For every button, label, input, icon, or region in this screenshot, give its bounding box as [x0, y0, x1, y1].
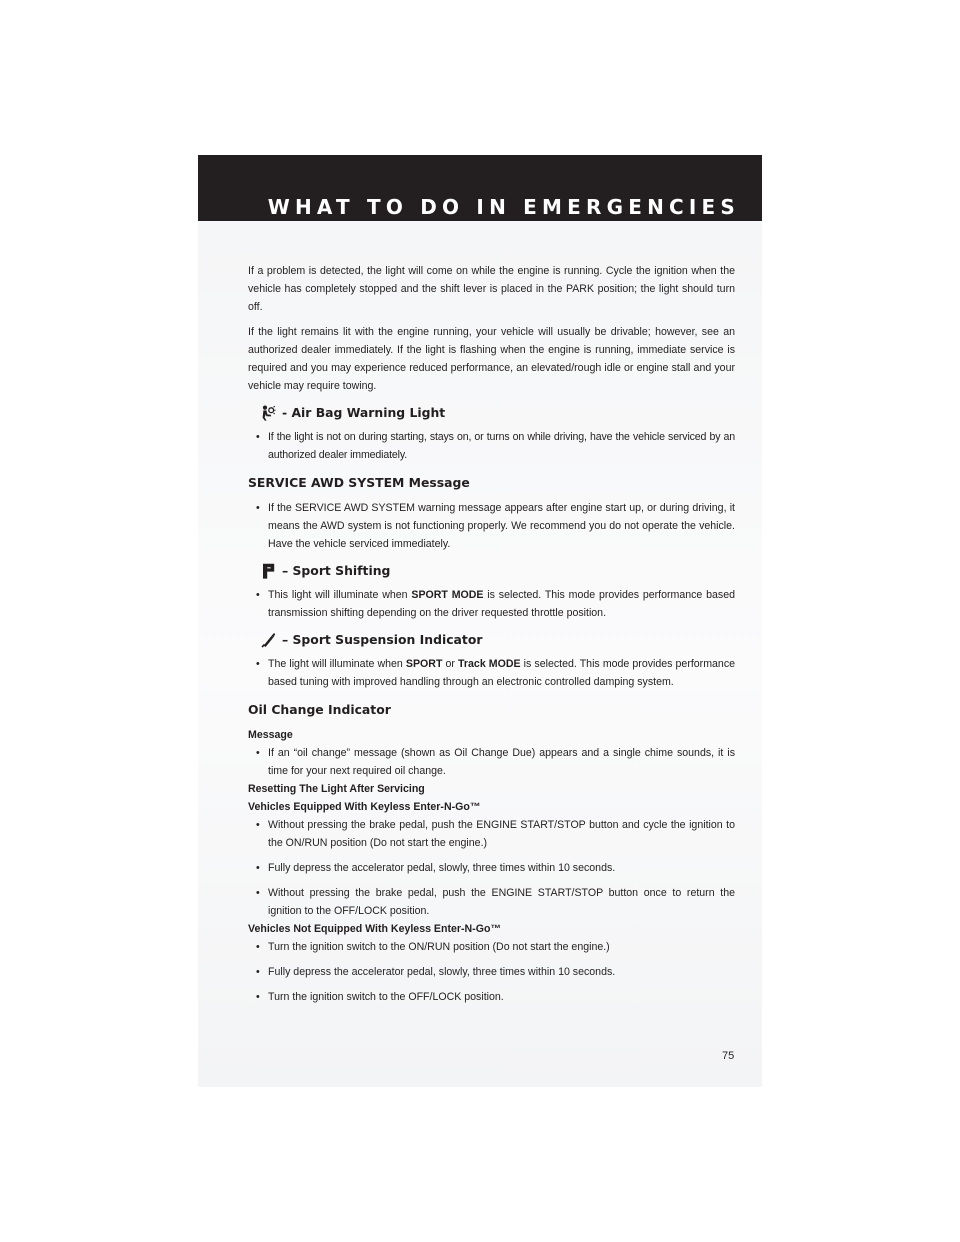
- keyless-step: • Without pressing the brake pedal, push the ENGINE START/STOP button and cycle the ignition to the ON/RUN position (Do not start the engine.): [248, 816, 735, 852]
- intro-paragraph-1: If a problem is detected, the light will come on while the engine is running. Cycle the ignition when the vehicle has completely stopped and the shift lever is placed in the PARK position; the light should turn off.: [248, 265, 735, 313]
- sport-suspension-heading: [248, 631, 735, 649]
- keyless-label: Vehicles Equipped With Keyless Enter-N-Go™: [248, 801, 481, 813]
- keyless-step: • Fully depress the accelerator pedal, slowly, three times within 10 seconds.: [248, 859, 735, 877]
- track-mode-term: Track MODE: [458, 658, 521, 670]
- sport-suspension-heading-text: – Sport Suspension Indicator: [282, 632, 483, 647]
- section-banner: [198, 155, 762, 221]
- sport-shifting-heading: [248, 562, 735, 580]
- awd-bullet: • If the SERVICE AWD SYSTEM warning message appears after engine start up, or during driving, it means the AWD system is not functioning properly. We recommend you do not operate the vehicle. Have the vehicle serviced immediately.: [248, 499, 735, 553]
- non-keyless-label: Vehicles Not Equipped With Keyless Enter-N-Go™: [248, 923, 502, 935]
- airbag-bullet: • If the light is not on during starting, stays on, or turns on while driving, have the vehicle serviced by an authorized dealer immediately.: [248, 428, 735, 464]
- page-content: [248, 262, 735, 1006]
- message-label: Message: [248, 729, 293, 741]
- sport-suspension-icon: [260, 632, 276, 648]
- page-number: 75: [722, 1050, 735, 1062]
- sport-mode-term: SPORT MODE: [411, 589, 484, 601]
- airbag-heading: [248, 404, 735, 422]
- sport-shifting-text-b: is selected. This mode provides performance based transmission shifting depending on the driver requested throttle position.: [268, 589, 736, 619]
- manual-page: [198, 155, 762, 1087]
- non-keyless-step: • Fully depress the accelerator pedal, slowly, three times within 10 seconds.: [248, 963, 735, 981]
- sport-suspension-bullet: [248, 655, 735, 691]
- oil-change-heading: Oil Change Indicator: [248, 702, 391, 717]
- airbag-heading-text: - Air Bag Warning Light: [282, 405, 446, 420]
- keyless-step: • Without pressing the brake pedal, push the ENGINE START/STOP button once to return the ignition to the OFF/LOCK position.: [248, 884, 735, 920]
- sport-shifting-heading-text: – Sport Shifting: [282, 563, 391, 578]
- sport-suspension-text-or: or: [442, 658, 459, 670]
- section-title: WHAT TO DO IN EMERGENCIES: [267, 195, 740, 219]
- sport-suspension-text-a: The light will illuminate when: [268, 658, 406, 670]
- non-keyless-step: • Turn the ignition switch to the ON/RUN position (Do not start the engine.): [248, 938, 735, 956]
- reset-label: Resetting The Light After Servicing: [248, 783, 425, 795]
- intro-paragraph-2: If the light remains lit with the engine running, your vehicle will usually be drivable; however, see an authorized dealer immediately. If the light is flashing when the engine is running, immediate service is required and you may experience reduced performance, an elevated/rough idle or engine stall and your vehicle may require towing.: [248, 326, 735, 392]
- oil-message-bullet: • If an “oil change” message (shown as Oil Change Due) appears and a single chime sounds, it is time for your next required oil change.: [248, 744, 735, 780]
- awd-heading: SERVICE AWD SYSTEM Message: [248, 475, 470, 490]
- sport-shifting-bullet: [248, 586, 735, 622]
- sport-term: SPORT: [405, 658, 443, 670]
- sport-suspension-text-b: is selected. This mode provides performance based tuning with improved handling through an electronic controlled damping system.: [268, 658, 736, 688]
- airbag-warning-icon: [260, 405, 276, 421]
- sport-shifting-icon: [260, 563, 276, 579]
- sport-shifting-text-a: This light will illuminate when: [268, 589, 412, 601]
- non-keyless-step: • Turn the ignition switch to the OFF/LOCK position.: [248, 988, 735, 1006]
